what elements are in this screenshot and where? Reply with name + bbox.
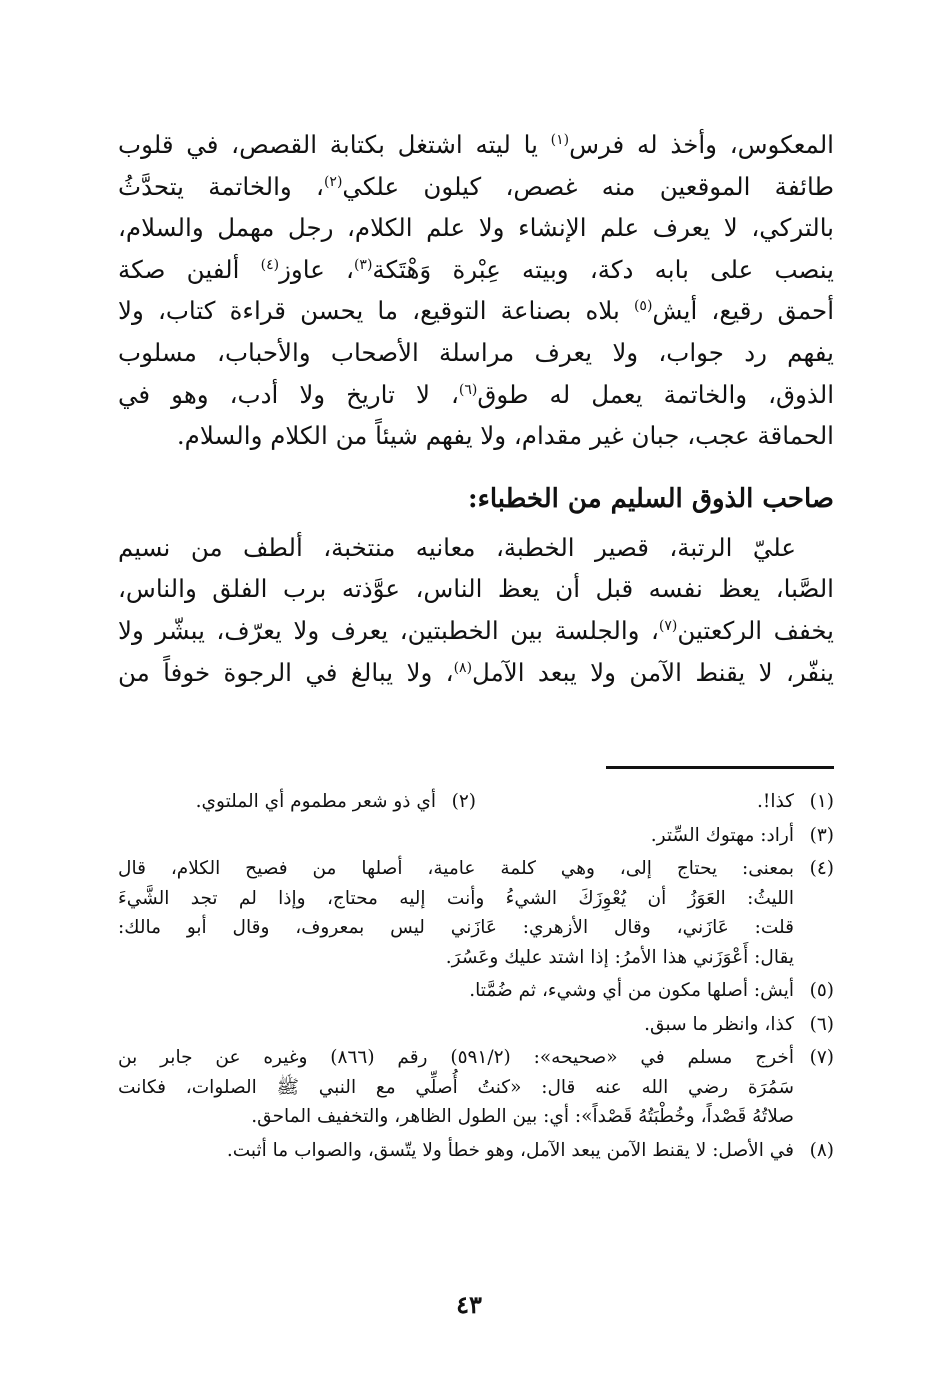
- page-number: ٤٣: [456, 1290, 482, 1319]
- footnote-text: أي ذو شعر مطموم أي الملتوي.: [195, 791, 436, 812]
- footnote-number: (١): [809, 791, 834, 812]
- footnote-ref[interactable]: (٦): [458, 381, 478, 398]
- footnote-number: (٤): [809, 858, 834, 879]
- footnote-number: (٧): [809, 1047, 834, 1068]
- footnote-8: [118, 1136, 834, 1166]
- footnotes: [118, 787, 834, 1169]
- footnote-ref[interactable]: (٣): [353, 256, 373, 273]
- footnote-ref[interactable]: (٥): [633, 298, 653, 315]
- text-line: طائفة الموقعين منه غصص، كيلون علكي$^{(٢)}$، والخاتمة يتحدَّثُ: [118, 171, 834, 201]
- footnote-6: [118, 1010, 834, 1040]
- text-line: أحمق رقيع، أيش$^{(٥)}$ بلاه بصناعة التوقيع، ما يحسن قراءة كتاب، ولا: [118, 296, 834, 326]
- footnote-number: (٣): [809, 824, 834, 846]
- footnote-text: كذا، وانظر ما سبق.: [644, 1013, 794, 1035]
- footnote-text: أيش: أصلها مكون من أي وشيء، ثم ضُمَّتا.: [469, 980, 794, 1001]
- footnote-area: [118, 0, 834, 1379]
- text-line: ينفّر، لا يقنط الآمن ولا يبعد الآمل$^{(٨)}$، ولا يبالغ في الرجوة خوفاً من: [118, 657, 834, 687]
- footnote-number: (٦): [809, 1013, 834, 1035]
- text-line: المعكوس، وأخذ له فرس$^{(١)}$ يا ليته اشتغل بكتابة القصص، في قلوب: [118, 130, 834, 159]
- footnote-text: بمعنى: يحتاج إلى، وهي كلمة عامية، أصلها من فصيح الكلام، قال الليثُ: العَوَزُ أن يُعْوِزَكَ الشيءُ وأنت إليه محتاج، وإذا لم تجد الشَّيءَ قلت: عَازَني، وقال الأزهري: عَازَني ليس بمعروف، وقال أبو مالك: يقال: أَعْوَزَني هذا الأمرُ: إذا اشتد عليك وعَسُرَ.: [118, 858, 794, 968]
- footnote-text: كذا!.: [757, 791, 794, 812]
- footnote-separator: [606, 766, 834, 769]
- footnote-4: [118, 854, 834, 972]
- section-heading: صاحب الذوق السليم من الخطباء:: [468, 483, 834, 514]
- footnote-3: [118, 821, 834, 851]
- footnote-ref[interactable]: (٢): [323, 173, 343, 190]
- text-line: عليّ الرتبة، قصير الخطبة، معانيه منتخبة، ألطف من نسيم: [118, 532, 796, 562]
- footnote-5: [118, 976, 834, 1006]
- footnote-number: (٢): [451, 791, 476, 812]
- text-line: الصَّبا، يعظ نفسه قبل أن يعظ الناس، عوَّذته برب الفلق والناس،: [118, 574, 834, 604]
- footnote-ref[interactable]: (٤): [260, 256, 280, 273]
- footnote-text: أخرج مسلم في «صحيحه»: (٥٩١/٢) رقم (٨٦٦) وغيره عن جابر بن سَمُرَة رضي الله عنه قال: «كنتُ أُصلِّي مع النبي ﷺ الصلوات، فكانت صلاتُهُ قَصْداً، وخُطْبَتُهُ قَصْداً»: أي: بين الطول الظاهر، والتخفيف الماحق.: [118, 1047, 794, 1127]
- footnote-ref[interactable]: (١): [550, 131, 570, 148]
- text-line: الذوق، والخاتمة يعمل له طوق$^{(٦)}$، لا تاريخ ولا أدب، وهو في: [118, 379, 835, 409]
- text-line: يفهم رد جواب، ولا يعرف مراسلة الأصحاب والأحباب، مسلوب: [118, 337, 834, 367]
- footnote-7: [118, 1043, 834, 1132]
- text-line: ينصب على بابه دكة، وبيته عِبْرة وَهْتَكة$^{(٣)}$، عاوز$^{(٤)}$ ألفين صكة: [118, 254, 834, 284]
- footnote-pair: [118, 787, 834, 817]
- text-line: بالتركي، لا يعرف علم الإنشاء ولا علم الكلام، رجل مهمل والسلام،: [118, 213, 834, 243]
- footnote-text: أراد: مهتوك السِّتر.: [650, 824, 794, 846]
- footnote-number: (٨): [809, 1139, 834, 1161]
- footnote-ref[interactable]: (٧): [658, 617, 678, 634]
- footnote-text: في الأصل: لا يقنط الآمن يبعد الآمل، وهو خطأ ولا يتّسق، والصواب ما أثبت.: [226, 1139, 794, 1161]
- footnote-2: [118, 787, 476, 817]
- text-line: الحماقة عجب، جبان غير مقدام، ولا يفهم شيئاً من الكلام والسلام.: [176, 421, 834, 451]
- footnote-ref[interactable]: (٨): [453, 659, 473, 676]
- text-line: يخفف الركعتين$^{(٧)}$، والجلسة بين الخطبتين، يعرف ولا يعرّف، يبشّر ولا: [118, 615, 834, 645]
- footnote-number: (٥): [809, 980, 834, 1001]
- footnote-1: [476, 787, 834, 817]
